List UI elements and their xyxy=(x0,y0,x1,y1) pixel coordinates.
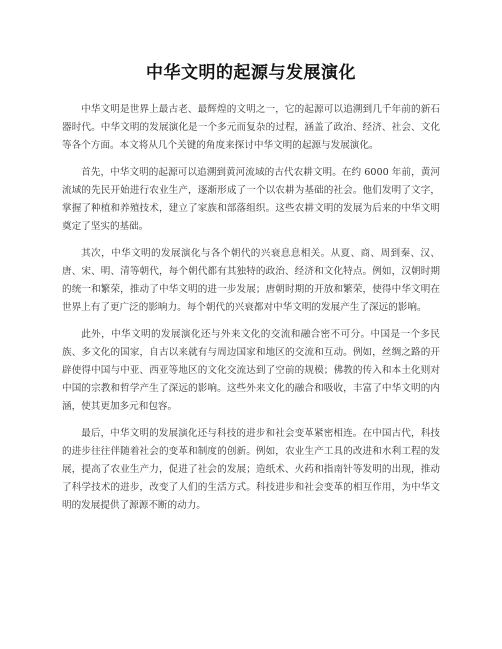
paragraph-origin: 首先，中华文明的起源可以追溯到黄河流域的古代农耕文明。在约 6000 年前，黄河流域的先民开始进行农业生产，逐渐形成了一个以农耕为基础的社会。他们发明了文字，掌握了种植和养殖技术，建立了家族和部落组织。这些农耕文明的发展为后来的中华文明奠定了坚实的基础。 xyxy=(62,167,440,232)
document-title: 中华文明的起源与发展演化 xyxy=(146,63,356,83)
paragraph-dynasties: 其次，中华文明的发展演化与各个朝代的兴衰息息相关。从夏、商、周到秦、汉、唐、宋、明、清等朝代，每个朝代都有其独特的政治、经济和文化特点。例如，汉朝时期的统一和繁荣，推动了中华文明的进一步发展；唐朝时期的开放和繁荣，使得中华文明在世界上有了更广泛的影响力。每个朝代的兴衰都对中华文明的发展产生了深远的影响。 xyxy=(62,248,440,313)
paragraph-cultural-exchange: 此外，中华文明的发展演化还与外来文化的交流和融合密不可分。中国是一个多民族、多文化的国家，自古以来就有与周边国家和地区的交流和互动。例如，丝绸之路的开辟使得中国与中亚、西亚等地区的文化交流达到了空前的规模；佛教的传入和本土化则对中国的宗教和哲学产生了深远的影响。这些外来文化的融合和吸收，丰富了中华文明的内涵，使其更加多元和包容。 xyxy=(62,329,440,412)
paragraph-intro: 中华文明是世界上最古老、最辉煌的文明之一，它的起源可以追溯到几千年前的新石器时代。中华文明的发展演化是一个多元而复杂的过程，涵盖了政治、经济、社会、文化等各个方面。本文将从几个关键的角度来探讨中华文明的起源与发展演化。 xyxy=(62,104,440,151)
paragraph-technology: 最后，中华文明的发展演化还与科技的进步和社会变革紧密相连。在中国古代，科技的进步往往伴随着社会的变革和制度的创新。例如，农业生产工具的改进和水利工程的发展，提高了农业生产力，促进了社会的发展；造纸术、火药和指南针等发明的出现，推动了科学技术的进步，改变了人们的生活方式。科技进步和社会变革的相互作用，为中华文明的发展提供了源源不断的动力。 xyxy=(62,428,440,511)
